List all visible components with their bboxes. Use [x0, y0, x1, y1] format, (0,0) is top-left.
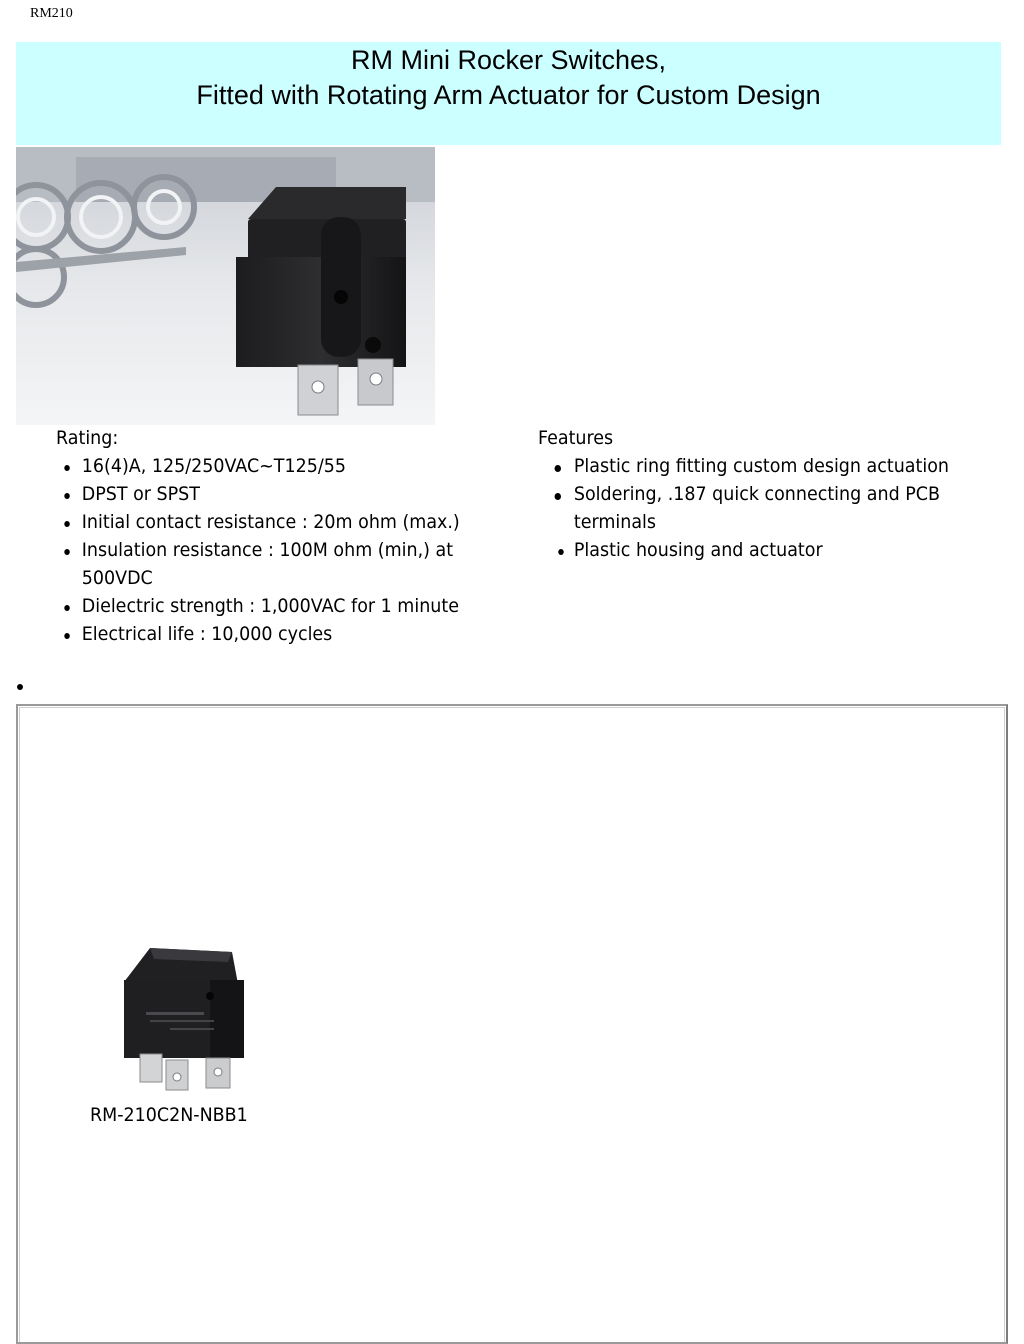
features-item: Soldering, .187 quick connecting and PCB terminals	[574, 480, 960, 536]
rating-heading: Rating:	[56, 427, 119, 449]
rating-section	[56, 424, 488, 648]
features-heading: Features	[538, 427, 614, 449]
rating-list	[56, 452, 488, 648]
rating-item: Initial contact resistance : 20m ohm (max.)	[82, 508, 489, 536]
features-list	[538, 452, 970, 564]
rating-item: 16(4)A, 125/250VAC~T125/55	[82, 452, 489, 480]
rating-item: Dielectric strength : 1,000VAC for 1 minute	[82, 592, 489, 620]
product-model-label[interactable]: RM-210C2N-NBB1	[90, 1104, 248, 1126]
features-section	[538, 424, 970, 564]
product-thumbnail[interactable]	[110, 942, 260, 1102]
product-gallery-frame	[16, 704, 1008, 1344]
rating-item: Insulation resistance : 100M ohm (min,) at 500VDC	[82, 536, 468, 592]
rating-item: DPST or SPST	[82, 480, 489, 508]
list-bullet	[17, 684, 23, 690]
document-id: RM210	[30, 6, 73, 21]
features-item: Plastic ring fitting custom design actuation	[574, 452, 971, 480]
page-title-line-1: RM Mini Rocker Switches,	[350, 45, 667, 75]
page-title-line-2: Fitted with Rotating Arm Actuator for Custom Design	[196, 80, 821, 110]
features-item: Plastic housing and actuator	[574, 536, 971, 564]
rating-item: Electrical life : 10,000 cycles	[82, 620, 489, 648]
hero-product-photo	[16, 147, 435, 425]
title-banner	[16, 42, 1001, 145]
